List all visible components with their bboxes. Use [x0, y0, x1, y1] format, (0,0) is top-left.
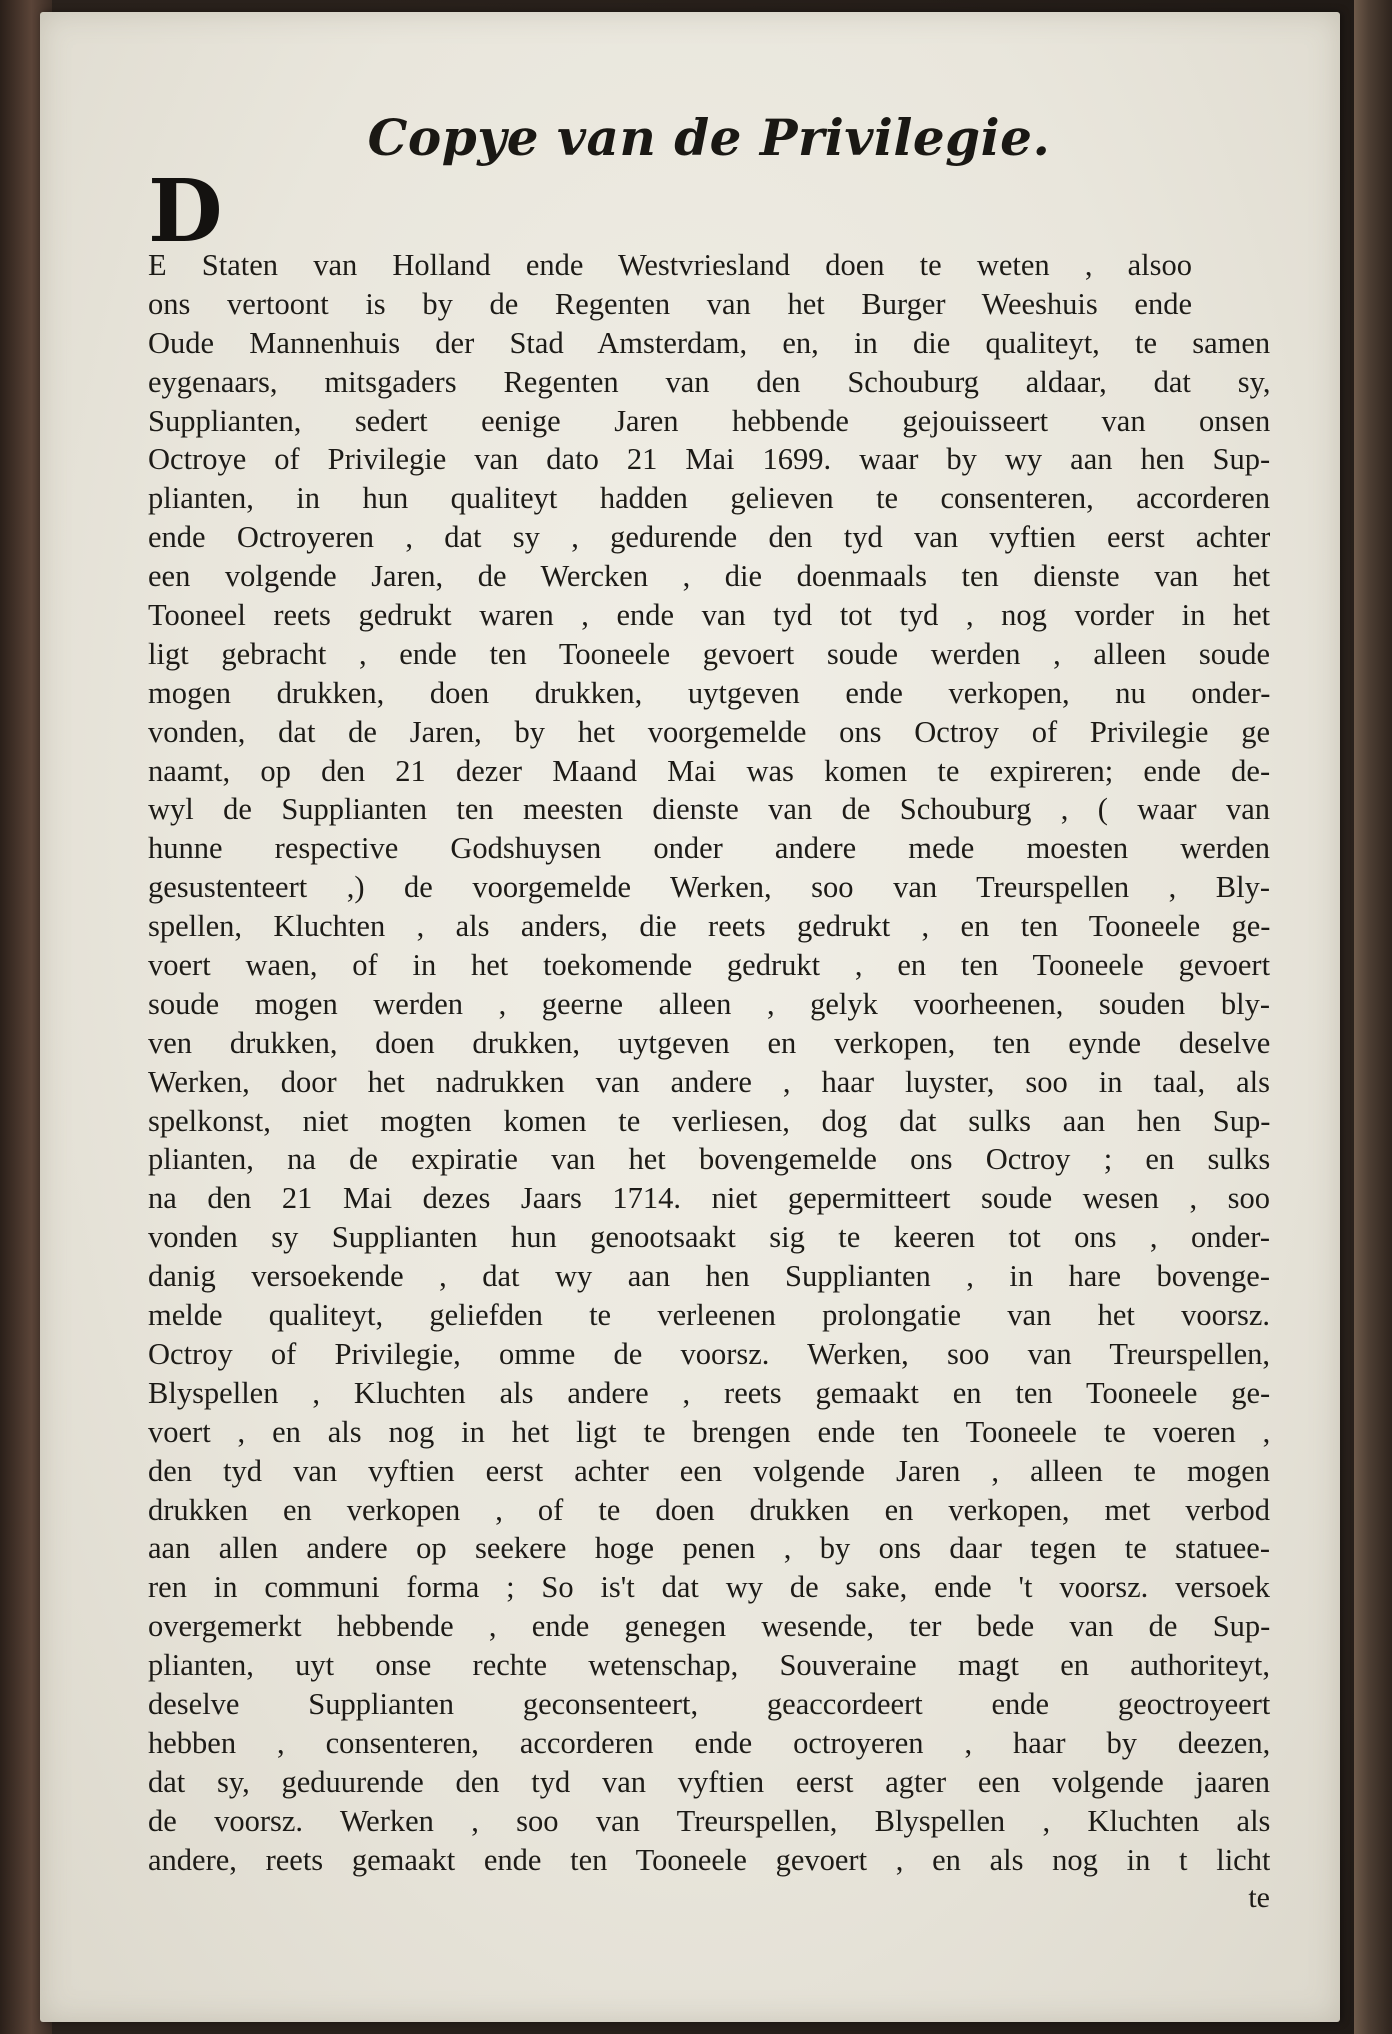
text-line: soude mogen werden , geerne alleen , gelyk voorheenen, souden bly-: [148, 986, 1270, 1021]
catchword: te: [1248, 1881, 1270, 1915]
text-line: andere, reets gemaakt ende ten Tooneele gevoert , en als nog in t licht: [148, 1842, 1270, 1877]
text-line: hebben , consenteren, accorderen ende octroyeren , haar by deezen,: [148, 1725, 1270, 1760]
book-edge-right: [1354, 0, 1392, 2034]
text-line: plianten, na de expiratie van het bovengemelde ons Octroy ; en sulks: [148, 1142, 1270, 1177]
text-line: Octroye of Privilegie van dato 21 Mai 1699. waar by wy aan hen Sup-: [148, 442, 1270, 477]
text-line: spellen, Kluchten , als anders, die reets gedrukt , en ten Tooneele ge-: [148, 909, 1270, 944]
text-line: eygenaars, mitsgaders Regenten van den Schouburg aldaar, dat sy,: [148, 364, 1270, 399]
text-line: drukken en verkopen , of te doen drukken en verkopen, met verbod: [148, 1492, 1270, 1527]
text-line: spelkonst, niet mogten komen te verliesen, dog dat sulks aan hen Sup-: [148, 1103, 1270, 1138]
text-line: danig versoekende , dat wy aan hen Supplianten , in hare bovenge-: [148, 1259, 1270, 1294]
text-line: naamt, op den 21 dezer Maand Mai was komen te expireren; ende de-: [148, 753, 1270, 788]
text-line: na den 21 Mai dezes Jaars 1714. niet gepermitteert soude wesen , soo: [148, 1181, 1270, 1216]
text-line: Octroy of Privilegie, omme de voorsz. Werken, soo van Treurspellen,: [148, 1336, 1270, 1371]
text-line: vonden sy Supplianten hun genootsaakt sig te keeren tot ons , onder-: [148, 1220, 1270, 1255]
text-line: deselve Supplianten geconsenteert, geaccordeert ende geoctroyeert: [148, 1686, 1270, 1721]
page-heading: Copye van de Privilegie.: [367, 108, 1051, 167]
text-line: Blyspellen , Kluchten als andere , reets gemaakt en ten Tooneele ge-: [148, 1375, 1270, 1410]
text-line: ende Octroyeren , dat sy , gedurende den tyd van vyftien eerst achter: [148, 520, 1270, 555]
page-content: [148, 108, 1270, 1918]
text-line: ligt gebracht , ende ten Tooneele gevoert soude werden , alleen soude: [148, 636, 1270, 671]
text-line: wyl de Supplianten ten meesten dienste van de Schouburg , ( waar van: [148, 792, 1270, 827]
text-line: E Staten van Holland ende Westvriesland doen te weten , alsoo: [148, 248, 1192, 282]
text-line: plianten, uyt onse rechte wetenschap, Souveraine magt en authoriteyt,: [148, 1648, 1270, 1683]
text-line: melde qualiteyt, geliefden te verleenen prolongatie van het voorsz.: [148, 1298, 1270, 1333]
text-line: gesustenteert ,) de voorgemelde Werken, soo van Treurspellen , Bly-: [148, 870, 1270, 905]
book-page: [40, 12, 1340, 2022]
text-line: plianten, in hun qualiteyt hadden gelieven te consenteren, accorderen: [148, 481, 1270, 516]
text-line: de voorsz. Werken , soo van Treurspellen, Blyspellen , Kluchten als: [148, 1803, 1270, 1838]
text-line: voert waen, of in het toekomende gedrukt , en ten Tooneele gevoert: [148, 948, 1270, 983]
text-line: een volgende Jaren, de Wercken , die doenmaals ten dienste van het: [148, 559, 1270, 594]
drop-cap: D: [148, 161, 223, 262]
text-line: aan allen andere op seekere hoge penen , by ons daar tegen te statuee-: [148, 1531, 1270, 1566]
text-line: ren in communi forma ; So is't dat wy de sake, ende 't voorsz. versoek: [148, 1570, 1270, 1605]
text-line: ven drukken, doen drukken, uytgeven en verkopen, ten eynde deselve: [148, 1025, 1270, 1060]
text-line: dat sy, geduurende den tyd van vyftien eerst agter een volgende jaaren: [148, 1764, 1270, 1799]
text-line: ons vertoont is by de Regenten van het Burger Weeshuis ende: [148, 286, 1192, 321]
text-line: Oude Mannenhuis der Stad Amsterdam, en, in die qualiteyt, te samen: [148, 325, 1270, 360]
text-line: Werken, door het nadrukken van andere , haar luyster, soo in taal, als: [148, 1064, 1270, 1099]
text-line: overgemerkt hebbende , ende genegen wesende, ter bede van de Sup-: [148, 1609, 1270, 1644]
text-line: vonden, dat de Jaren, by het voorgemelde ons Octroy of Privilegie ge: [148, 714, 1270, 749]
text-line: voert , en als nog in het ligt te brengen ende ten Tooneele te voeren ,: [148, 1414, 1270, 1449]
privilege-text: [148, 161, 1270, 1918]
text-line: Tooneel reets gedrukt waren , ende van tyd tot tyd , nog vorder in het: [148, 598, 1270, 633]
text-line: den tyd van vyftien eerst achter een volgende Jaren , alleen te mogen: [148, 1453, 1270, 1488]
text-line: Supplianten, sedert eenige Jaren hebbende gejouisseert van onsen: [148, 403, 1270, 438]
text-line: mogen drukken, doen drukken, uytgeven ende verkopen, nu onder-: [148, 675, 1270, 710]
text-line: hunne respective Godshuysen onder andere mede moesten werden: [148, 831, 1270, 866]
